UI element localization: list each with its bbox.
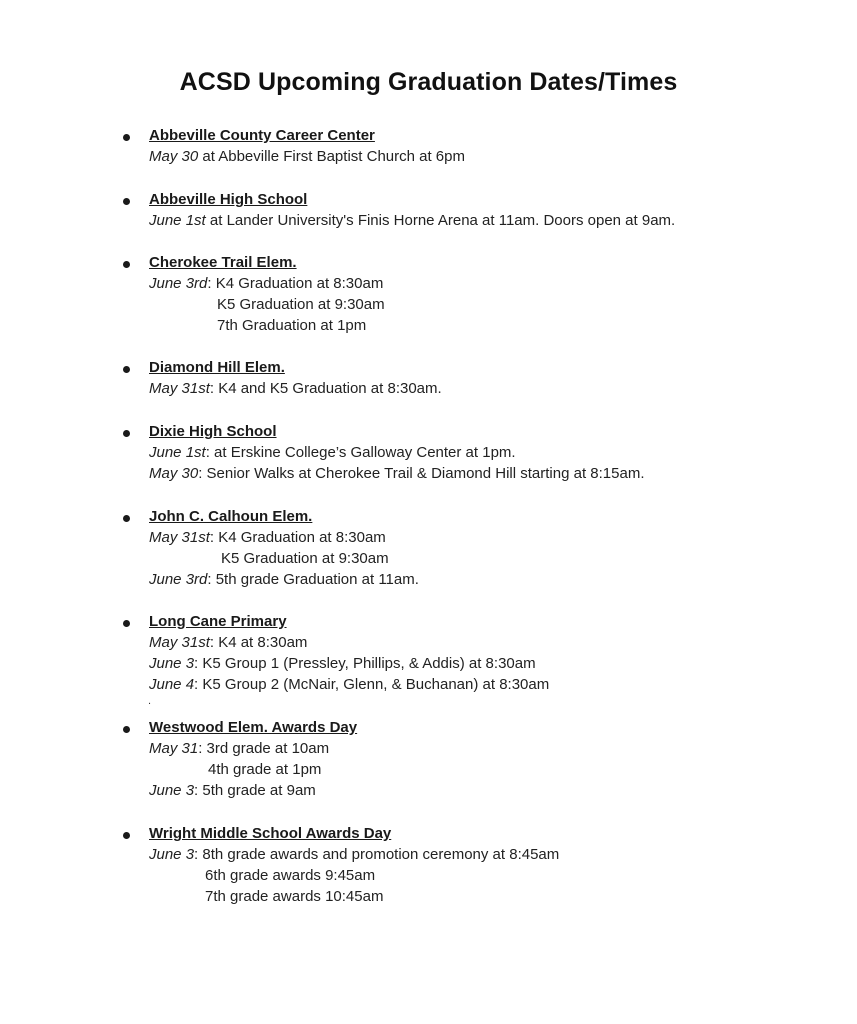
school-name: Dixie High School xyxy=(149,423,277,440)
event-date: May 30 xyxy=(149,148,199,165)
event-line xyxy=(149,275,383,292)
event-line xyxy=(217,296,385,313)
event-date: June 1st xyxy=(149,444,206,461)
school-name: Cherokee Trail Elem. xyxy=(149,254,297,271)
school-name: John C. Calhoun Elem. xyxy=(149,508,313,525)
event-line xyxy=(149,444,516,461)
bullet-icon xyxy=(123,515,130,522)
event-detail: at Abbeville First Baptist Church at 6pm xyxy=(198,148,465,165)
event-detail: 7th Graduation at 1pm xyxy=(217,317,367,334)
event-line xyxy=(149,465,645,482)
event-line xyxy=(149,529,386,546)
event-detail: : 3rd grade at 10am xyxy=(198,740,330,757)
event-detail: : K4 Graduation at 8:30am xyxy=(209,529,386,546)
event-detail: : 8th grade awards and promotion ceremony at 8:45am xyxy=(194,846,560,863)
bullet-icon xyxy=(123,366,130,373)
school-name: Long Cane Primary xyxy=(149,613,287,630)
event-date: June 3 xyxy=(149,655,195,672)
event-detail: : K4 Graduation at 8:30am xyxy=(207,275,384,292)
event-date: June 3 xyxy=(149,782,195,799)
bullet-icon xyxy=(123,261,130,268)
event-date: June 3rd xyxy=(149,275,208,292)
event-date: May 30 xyxy=(149,465,199,482)
event-line xyxy=(149,634,307,651)
bullet-icon xyxy=(123,430,130,437)
event-line xyxy=(149,846,559,863)
event-line xyxy=(149,676,549,693)
school-name: Westwood Elem. Awards Day xyxy=(149,719,358,736)
event-detail: : 5th grade at 9am xyxy=(194,782,316,799)
event-date: May 31st xyxy=(149,380,210,397)
school-name: Wright Middle School Awards Day xyxy=(149,825,392,842)
bullet-icon xyxy=(123,726,130,733)
bullet-icon xyxy=(123,832,130,839)
event-detail: : at Erskine College’s Galloway Center at 1pm. xyxy=(205,444,516,461)
event-line xyxy=(149,655,536,672)
event-detail: 7th grade awards 10:45am xyxy=(205,888,384,905)
bullet-icon xyxy=(123,134,130,141)
event-detail: : K5 Group 2 (McNair, Glenn, & Buchanan) at 8:30am xyxy=(194,676,550,693)
event-line xyxy=(205,888,383,905)
event-line xyxy=(208,761,321,778)
event-line xyxy=(149,571,419,588)
event-line xyxy=(149,148,465,165)
event-date: June 4 xyxy=(149,676,195,693)
event-date: June 3rd xyxy=(149,571,208,588)
event-date: May 31st xyxy=(149,529,210,546)
event-detail: at Lander University's Finis Horne Arena at 11am. Doors open at 9am. xyxy=(205,212,676,229)
event-date: June 1st xyxy=(149,212,206,229)
event-line xyxy=(217,317,366,334)
event-detail: : 5th grade Graduation at 11am. xyxy=(207,571,419,588)
event-detail: : Senior Walks at Cherokee Trail & Diamond Hill starting at 8:15am. xyxy=(198,465,645,482)
event-detail: K5 Graduation at 9:30am xyxy=(221,550,389,567)
event-detail: K5 Graduation at 9:30am xyxy=(217,296,385,313)
school-name: Abbeville High School xyxy=(149,191,308,208)
event-line xyxy=(149,380,442,397)
event-detail: : K4 at 8:30am xyxy=(209,634,308,651)
event-detail: 6th grade awards 9:45am xyxy=(205,867,376,884)
event-line xyxy=(205,867,375,884)
page-title: ACSD Upcoming Graduation Dates/Times xyxy=(179,68,678,96)
event-detail: 4th grade at 1pm xyxy=(208,761,322,778)
school-name: Diamond Hill Elem. xyxy=(149,359,285,376)
event-detail: : K5 Group 1 (Pressley, Phillips, & Addis) at 8:30am xyxy=(194,655,536,672)
event-date: May 31 xyxy=(149,740,199,757)
event-line xyxy=(149,740,329,757)
event-date: June 3 xyxy=(149,846,195,863)
bullet-icon xyxy=(123,620,130,627)
event-date: May 31st xyxy=(149,634,210,651)
trailing-period: . xyxy=(148,695,152,707)
event-detail: : K4 and K5 Graduation at 8:30am. xyxy=(209,380,442,397)
school-name: Abbeville County Career Center xyxy=(149,127,375,144)
event-line xyxy=(221,550,389,567)
event-line xyxy=(149,782,316,799)
event-line xyxy=(149,212,675,229)
bullet-icon xyxy=(123,198,130,205)
